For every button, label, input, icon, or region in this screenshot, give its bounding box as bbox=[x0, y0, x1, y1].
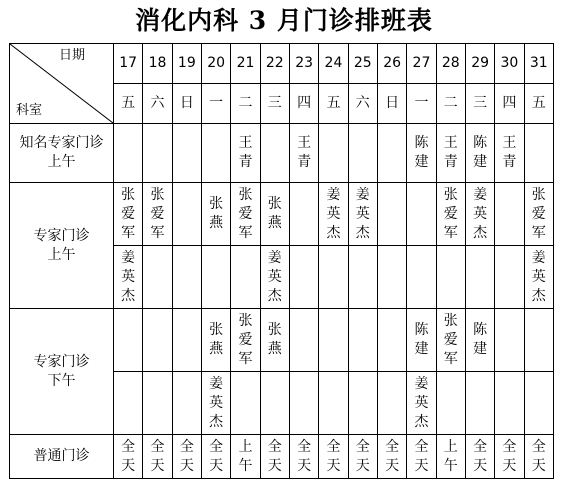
schedule-cell bbox=[289, 372, 318, 435]
schedule-cell: 全 天 bbox=[407, 435, 436, 479]
schedule-cell bbox=[319, 372, 348, 435]
weekday: 二 bbox=[436, 84, 465, 124]
day-number: 23 bbox=[289, 44, 318, 84]
row-label-line: 专家门诊 bbox=[33, 353, 90, 370]
schedule-cell bbox=[377, 246, 406, 309]
weekday: 日 bbox=[377, 84, 406, 124]
schedule-cell bbox=[319, 309, 348, 372]
schedule-cell bbox=[465, 246, 494, 309]
schedule-cell bbox=[172, 124, 201, 183]
schedule-cell: 全 天 bbox=[289, 435, 318, 479]
row-general-clinic bbox=[10, 435, 554, 479]
schedule-cell bbox=[143, 124, 172, 183]
day-number: 30 bbox=[495, 44, 524, 84]
schedule-cell bbox=[172, 183, 201, 246]
schedule-cell: 张 爱 军 bbox=[231, 183, 260, 246]
schedule-cell bbox=[289, 246, 318, 309]
row-label-expert-pm bbox=[10, 309, 114, 435]
schedule-cell: 张 燕 bbox=[201, 183, 230, 246]
schedule-cell bbox=[172, 309, 201, 372]
schedule-cell: 张 燕 bbox=[260, 183, 289, 246]
schedule-cell: 姜 英 杰 bbox=[407, 372, 436, 435]
schedule-cell bbox=[495, 309, 524, 372]
schedule-cell bbox=[114, 309, 143, 372]
schedule-cell bbox=[495, 372, 524, 435]
schedule-cell bbox=[260, 372, 289, 435]
schedule-table bbox=[9, 43, 554, 479]
weekday: 三 bbox=[465, 84, 494, 124]
schedule-cell bbox=[348, 124, 377, 183]
row-label-line: 知名专家门诊 bbox=[19, 135, 104, 151]
schedule-cell bbox=[201, 246, 230, 309]
day-number: 21 bbox=[231, 44, 260, 84]
schedule-cell bbox=[495, 183, 524, 246]
schedule-cell: 姜 英 杰 bbox=[465, 183, 494, 246]
weekday: 三 bbox=[260, 84, 289, 124]
schedule-cell: 陈 建 bbox=[407, 124, 436, 183]
day-number: 31 bbox=[524, 44, 553, 84]
schedule-cell: 张 爱 军 bbox=[231, 309, 260, 372]
schedule-cell: 上 午 bbox=[231, 435, 260, 479]
schedule-cell bbox=[114, 124, 143, 183]
schedule-cell: 全 天 bbox=[143, 435, 172, 479]
day-number: 22 bbox=[260, 44, 289, 84]
schedule-cell: 全 天 bbox=[319, 435, 348, 479]
schedule-cell: 姜 英 杰 bbox=[319, 183, 348, 246]
schedule-cell bbox=[114, 372, 143, 435]
schedule-cell: 全 天 bbox=[465, 435, 494, 479]
weekday: 一 bbox=[201, 84, 230, 124]
schedule-cell: 张 爱 军 bbox=[524, 183, 553, 246]
schedule-cell bbox=[407, 246, 436, 309]
schedule-cell: 张 燕 bbox=[201, 309, 230, 372]
schedule-cell bbox=[524, 309, 553, 372]
day-number: 24 bbox=[319, 44, 348, 84]
schedule-cell bbox=[348, 246, 377, 309]
schedule-cell: 上 午 bbox=[436, 435, 465, 479]
schedule-cell: 张 燕 bbox=[260, 309, 289, 372]
schedule-cell: 张 爱 军 bbox=[436, 309, 465, 372]
row-label-line: 上午 bbox=[47, 246, 76, 263]
row-label-expert-am bbox=[10, 183, 114, 309]
schedule-cell: 王 青 bbox=[289, 124, 318, 183]
schedule-cell: 全 天 bbox=[524, 435, 553, 479]
schedule-cell: 全 天 bbox=[260, 435, 289, 479]
weekday: 日 bbox=[172, 84, 201, 124]
schedule-cell: 陈 建 bbox=[407, 309, 436, 372]
weekday: 五 bbox=[114, 84, 143, 124]
day-number: 25 bbox=[348, 44, 377, 84]
row-famous-expert-am bbox=[10, 124, 554, 183]
schedule-cell bbox=[289, 183, 318, 246]
schedule-cell: 王 青 bbox=[495, 124, 524, 183]
row-expert-pm-line1 bbox=[10, 309, 554, 372]
schedule-cell bbox=[143, 372, 172, 435]
schedule-cell: 王 青 bbox=[436, 124, 465, 183]
schedule-cell bbox=[289, 309, 318, 372]
schedule-cell: 姜 英 杰 bbox=[260, 246, 289, 309]
schedule-cell: 全 天 bbox=[377, 435, 406, 479]
day-number: 17 bbox=[114, 44, 143, 84]
day-number: 27 bbox=[407, 44, 436, 84]
header-row-dates bbox=[10, 44, 554, 84]
schedule-cell: 全 天 bbox=[201, 435, 230, 479]
row-label-line: 专家门诊 bbox=[33, 227, 90, 244]
schedule-cell: 姜 英 杰 bbox=[201, 372, 230, 435]
weekday: 四 bbox=[495, 84, 524, 124]
weekday: 二 bbox=[231, 84, 260, 124]
schedule-cell: 陈 建 bbox=[465, 309, 494, 372]
schedule-cell bbox=[407, 183, 436, 246]
schedule-cell bbox=[143, 309, 172, 372]
schedule-cell: 张 爱 军 bbox=[143, 183, 172, 246]
schedule-cell: 王 青 bbox=[231, 124, 260, 183]
schedule-cell bbox=[231, 372, 260, 435]
weekday: 五 bbox=[524, 84, 553, 124]
schedule-cell bbox=[172, 372, 201, 435]
schedule-cell bbox=[260, 124, 289, 183]
day-number: 28 bbox=[436, 44, 465, 84]
day-number: 19 bbox=[172, 44, 201, 84]
weekday: 四 bbox=[289, 84, 318, 124]
schedule-cell bbox=[465, 372, 494, 435]
schedule-cell: 陈 建 bbox=[465, 124, 494, 183]
schedule-cell: 姜 英 杰 bbox=[524, 246, 553, 309]
schedule-cell: 张 爱 军 bbox=[436, 183, 465, 246]
schedule-cell bbox=[524, 124, 553, 183]
page-title: 消化内科 3 月门诊排班表 bbox=[135, 6, 433, 35]
header-corner bbox=[10, 44, 114, 124]
schedule-cell bbox=[319, 124, 348, 183]
weekday: 一 bbox=[407, 84, 436, 124]
schedule-cell bbox=[436, 246, 465, 309]
schedule-cell bbox=[172, 246, 201, 309]
weekday: 六 bbox=[143, 84, 172, 124]
row-label-general-clinic: 普通门诊 bbox=[10, 435, 114, 479]
schedule-cell: 张 爱 军 bbox=[114, 183, 143, 246]
schedule-cell bbox=[377, 183, 406, 246]
schedule-cell: 全 天 bbox=[348, 435, 377, 479]
schedule-cell bbox=[436, 372, 465, 435]
schedule-cell bbox=[201, 124, 230, 183]
day-number: 29 bbox=[465, 44, 494, 84]
row-label-line: 下午 bbox=[47, 372, 76, 389]
day-number: 18 bbox=[143, 44, 172, 84]
schedule-cell bbox=[231, 246, 260, 309]
date-header-label: 日期 bbox=[58, 48, 85, 63]
schedule-cell: 全 天 bbox=[172, 435, 201, 479]
schedule-cell bbox=[348, 309, 377, 372]
schedule-cell: 姜 英 杰 bbox=[348, 183, 377, 246]
weekday: 六 bbox=[348, 84, 377, 124]
dept-header-label: 科室 bbox=[16, 103, 43, 118]
schedule-cell bbox=[377, 124, 406, 183]
schedule-cell bbox=[319, 246, 348, 309]
schedule-cell bbox=[143, 246, 172, 309]
schedule-cell: 全 天 bbox=[495, 435, 524, 479]
schedule-cell: 姜 英 杰 bbox=[114, 246, 143, 309]
schedule-cell bbox=[377, 372, 406, 435]
schedule-cell bbox=[377, 309, 406, 372]
row-label-line: 上午 bbox=[47, 154, 76, 170]
schedule-cell bbox=[524, 372, 553, 435]
schedule-cell bbox=[348, 372, 377, 435]
schedule-cell: 全 天 bbox=[114, 435, 143, 479]
row-expert-am-line1 bbox=[10, 183, 554, 246]
day-number: 20 bbox=[201, 44, 230, 84]
weekday: 五 bbox=[319, 84, 348, 124]
day-number: 26 bbox=[377, 44, 406, 84]
schedule-cell bbox=[495, 246, 524, 309]
row-label-famous-expert-am bbox=[10, 124, 114, 183]
